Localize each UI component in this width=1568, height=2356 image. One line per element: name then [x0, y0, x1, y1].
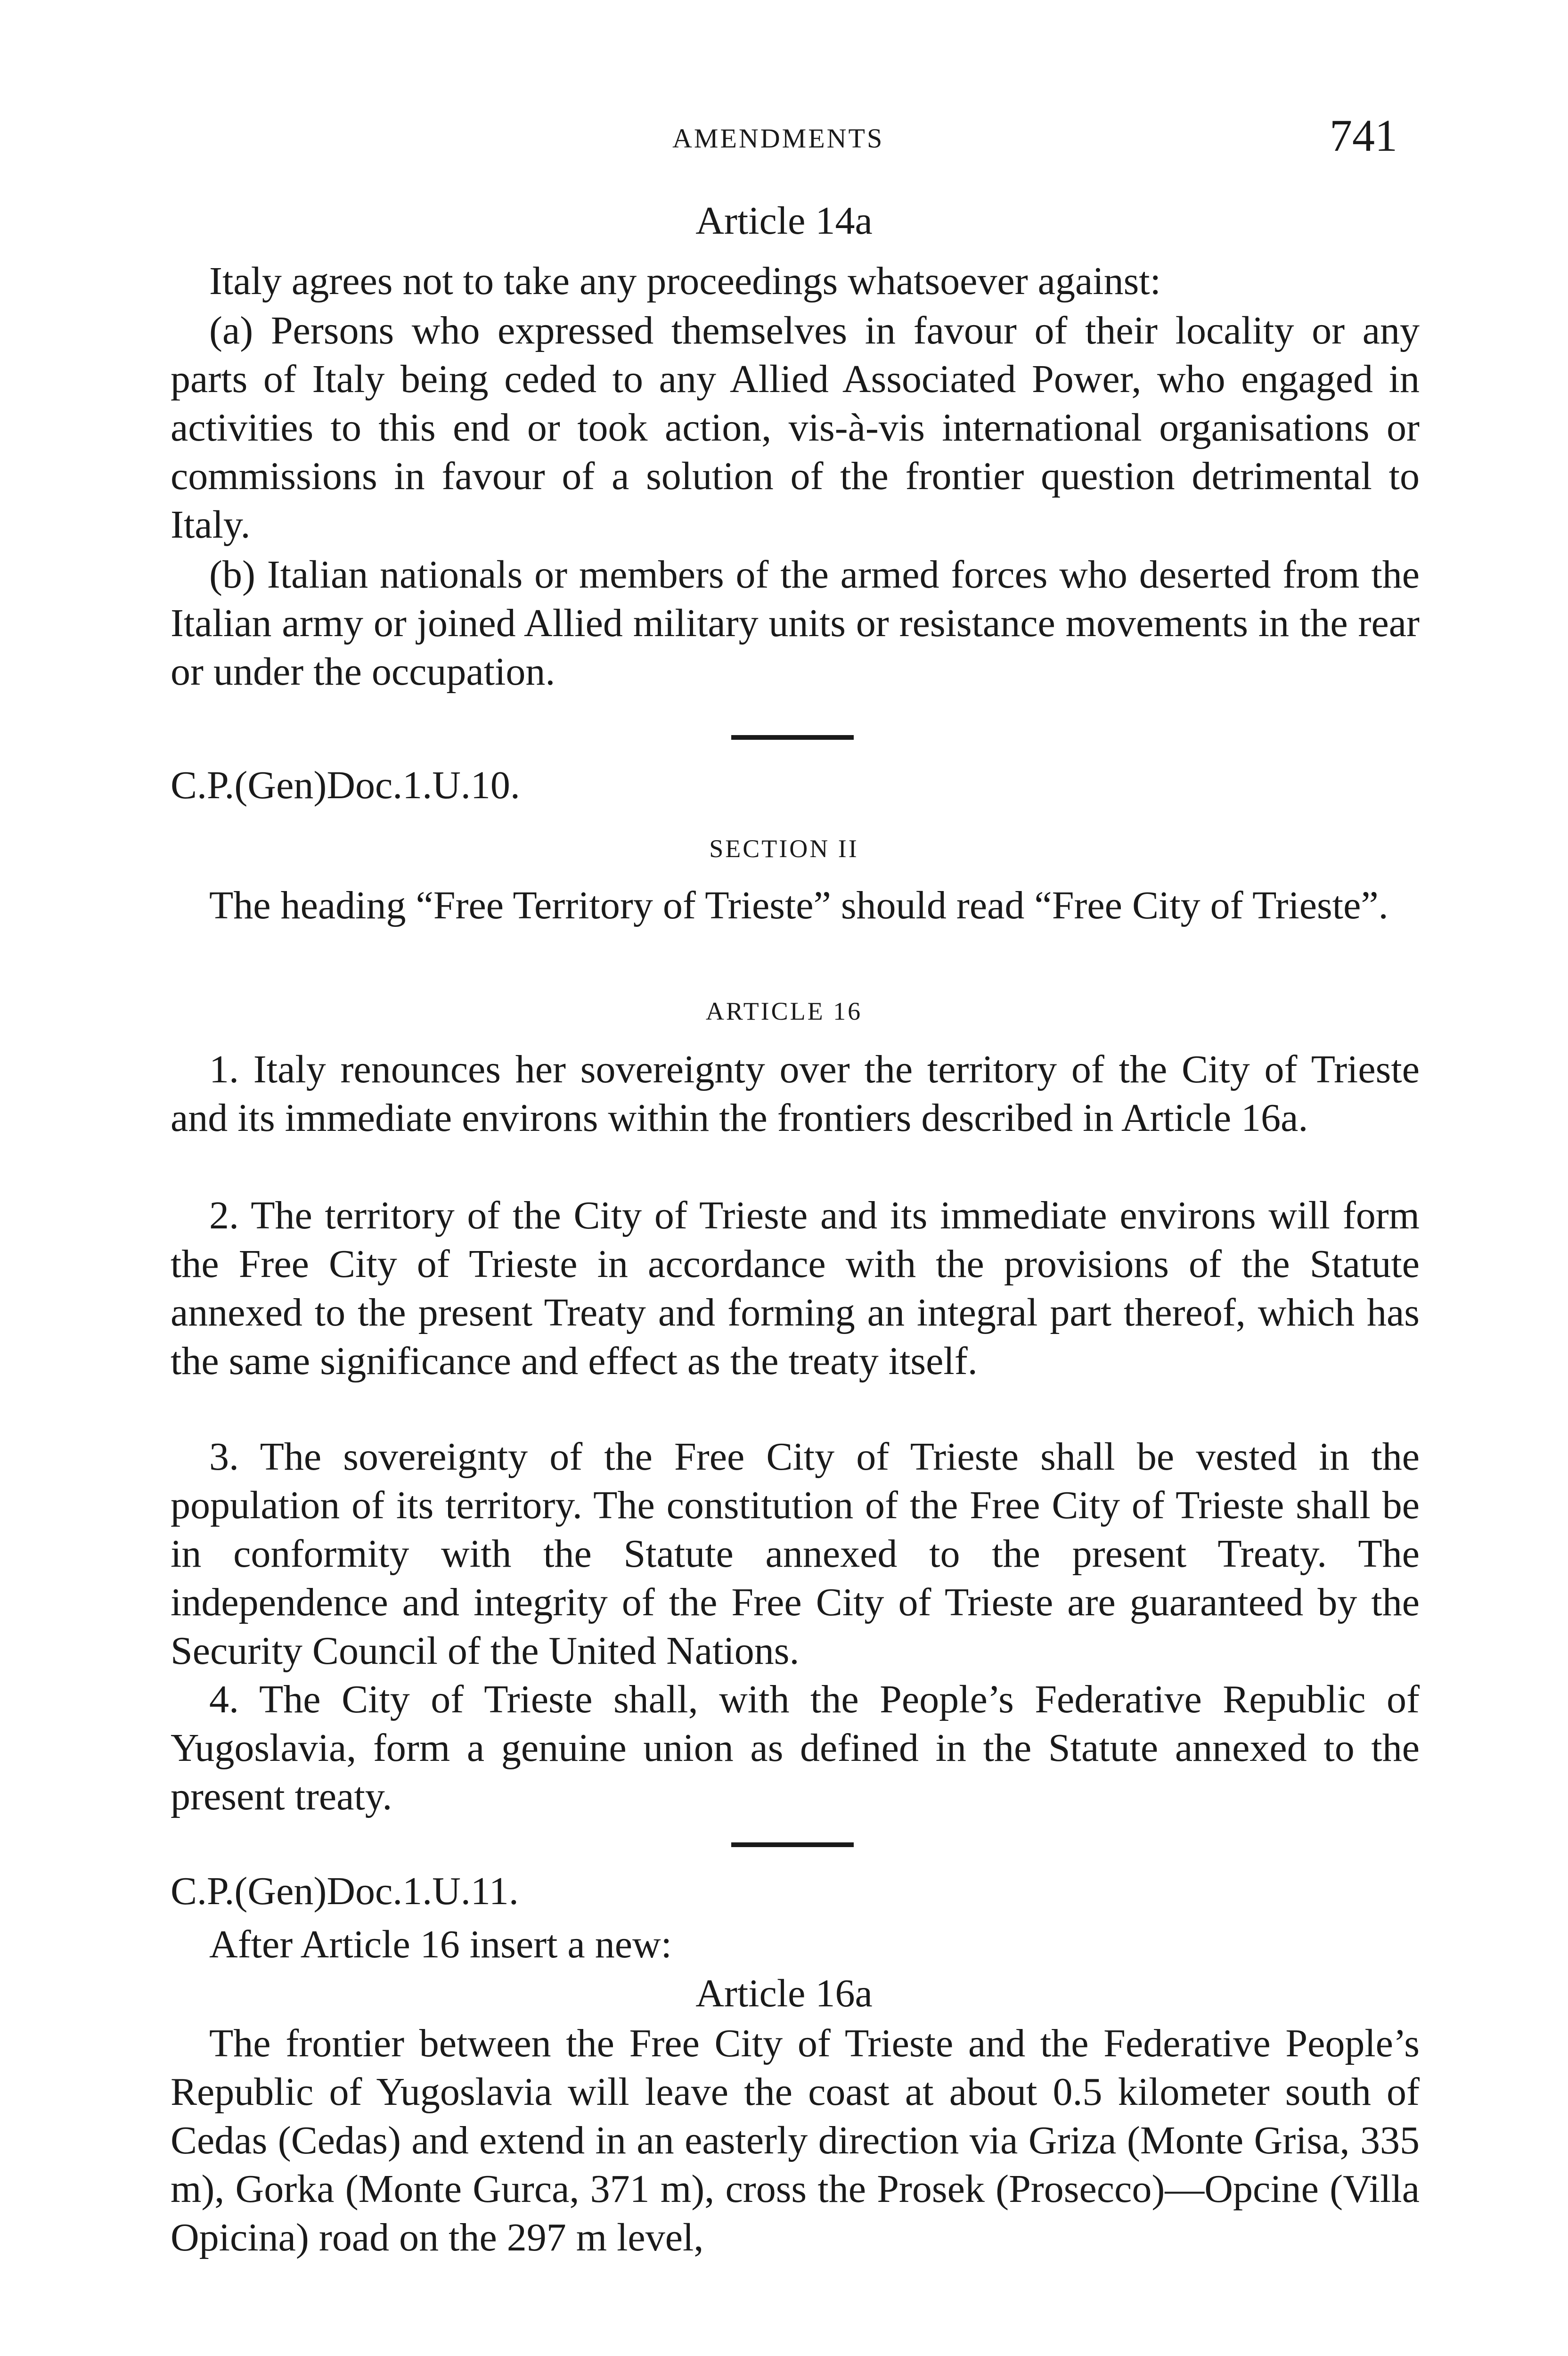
article-14a-heading: Article 14a [695, 199, 873, 243]
article-14a-item-a-text: (a) Persons who expressed themselves in favour of their locality or any parts of Italy being ceded to any Allied Associated Power, who engaged in activities to this end or took action, vis-à-vis international organisations or commissions in favour of a solution of the frontier question detrimental to Italy. [171, 309, 1420, 547]
article-14a-item-b [171, 550, 1420, 696]
article-16a-paragraph-text: The frontier between the Free City of Trieste and the Federative People’s Republic of Yugoslavia will leave the coast at about 0.5 kilometer south of Cedas (Cedas) and extend in an easterly direction via Griza (Monte Grisa, 335 m), Gorka (Monte Gurca, 371 m), cross the Prosek (Prosecco)—Opcine (Villa Opicina) road on the 297 m level, [171, 2021, 1420, 2259]
insert-instruction [171, 1920, 1420, 1969]
article-16-para-1 [171, 1045, 1420, 1142]
section-divider [731, 1842, 854, 1847]
article-16-heading: ARTICLE 16 [705, 997, 863, 1025]
article-14a-intro-text: Italy agrees not to take any proceedings whatsoever against: [209, 259, 1161, 303]
running-head: AMENDMENTS [672, 123, 884, 154]
article-16-para-1-text: 1. Italy renounces her sovereignty over the territory of the City of Trieste and its immediate environs within the frontiers described in Article 16a. [171, 1047, 1420, 1140]
article-16-para-3-text: 3. The sovereignty of the Free City of Trieste shall be vested in the population of its territory. The constitution of the Free City of Trieste shall be in conformity with the Statute annexed to the present Treaty. The independence and integrity of the Free City of Trieste are guaranteed by the Security Council of the United Nations. [171, 1435, 1420, 1673]
heading-amendment-text [171, 881, 1420, 930]
article-14a-intro [171, 257, 1420, 305]
article-14a-item-a [171, 306, 1420, 549]
article-16a-heading: Article 16a [695, 1972, 873, 2015]
article-16-para-4 [171, 1675, 1420, 1821]
article-14a-item-b-text: (b) Italian nationals or members of the armed forces who deserted from the Italian army or joined Allied military units or resistance movements in the rear or under the occupation. [171, 553, 1420, 694]
article-16-para-3 [171, 1432, 1420, 1675]
page-number: 741 [1330, 110, 1397, 161]
article-16-para-4-text: 4. The City of Trieste shall, with the People’s Federative Republic of Yugoslavia, form a genuine union as defined in the Statute annexed to the present treaty. [171, 1677, 1420, 1818]
article-16-para-2 [171, 1191, 1420, 1385]
section-ii-heading: SECTION II [709, 834, 859, 863]
doc-ref-u11: C.P.(Gen)Doc.1.U.11. [171, 1869, 519, 1913]
heading-amendment-text-body: The heading “Free Territory of Trieste” should read “Free City of Trieste”. [209, 884, 1388, 927]
insert-instruction-text: After Article 16 insert a new: [209, 1922, 672, 1966]
doc-ref-u10: C.P.(Gen)Doc.1.U.10. [171, 763, 520, 807]
article-16-para-2-text: 2. The territory of the City of Trieste and its immediate environs will form the Free City of Trieste in accordance with the provisions of the Statute annexed to the present Treaty and forming an integral part thereof, which has the same significance and effect as the treaty itself. [171, 1194, 1420, 1383]
section-divider [731, 735, 854, 740]
article-16a-paragraph [171, 2019, 1420, 2262]
